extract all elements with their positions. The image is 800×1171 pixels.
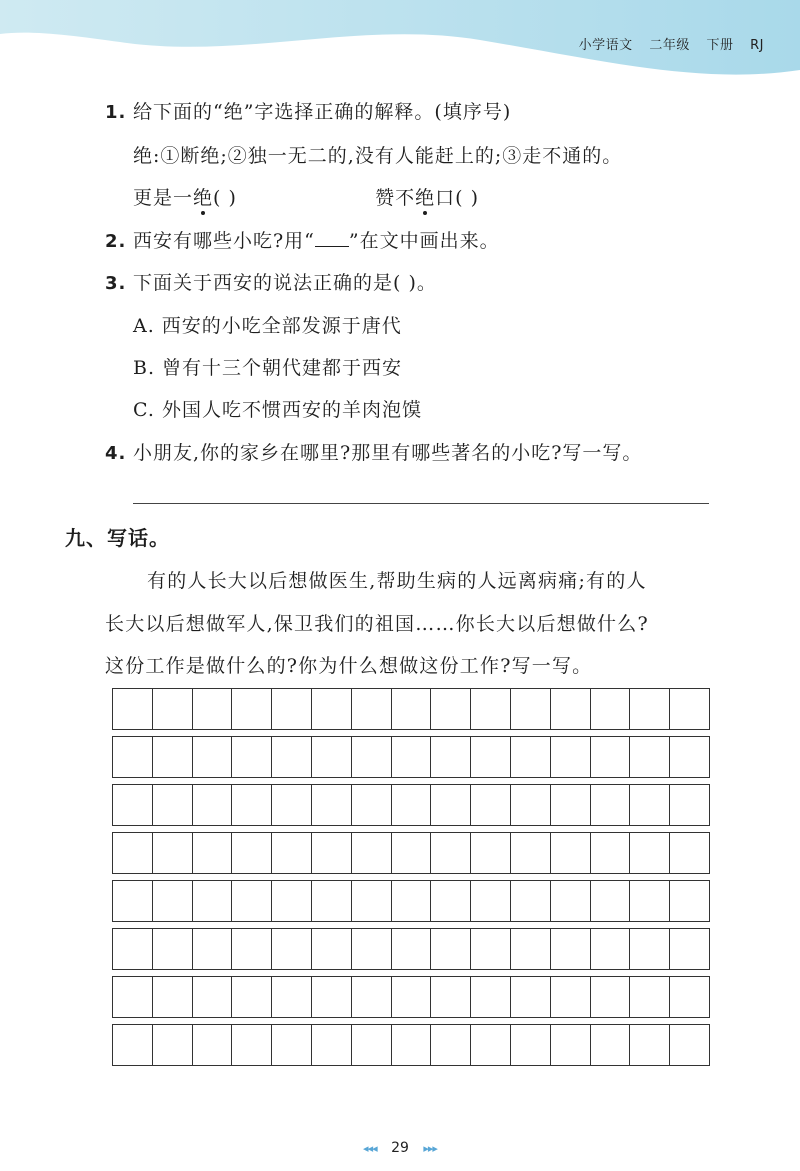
grid-cell[interactable] — [392, 1025, 432, 1065]
question-3 — [105, 268, 437, 295]
grid-cell[interactable] — [471, 929, 511, 969]
grid-cell[interactable] — [630, 1025, 670, 1065]
grid-cell[interactable] — [392, 881, 432, 921]
grid-cell[interactable] — [193, 737, 233, 777]
grid-cell[interactable] — [352, 689, 392, 729]
grid-cell[interactable] — [551, 1025, 591, 1065]
grid-row — [112, 736, 710, 778]
grid-cell[interactable] — [591, 1025, 631, 1065]
grid-cell[interactable] — [272, 1025, 312, 1065]
grid-cell[interactable] — [431, 785, 471, 825]
grid-cell[interactable] — [153, 689, 193, 729]
grid-cell[interactable] — [471, 881, 511, 921]
grid-cell[interactable] — [670, 929, 709, 969]
grid-cell[interactable] — [511, 737, 551, 777]
grid-cell[interactable] — [670, 737, 709, 777]
grid-cell[interactable] — [392, 737, 432, 777]
grid-cell[interactable] — [272, 737, 312, 777]
grid-cell[interactable] — [591, 785, 631, 825]
next-arrows-icon: ▸▸▸ — [423, 1142, 437, 1155]
page-footer — [0, 1140, 800, 1156]
grid-cell[interactable] — [431, 737, 471, 777]
grid-cell[interactable] — [591, 689, 631, 729]
question-text-a: 西安有哪些小吃?用“ — [133, 230, 315, 252]
grid-cell[interactable] — [630, 737, 670, 777]
grid-cell[interactable] — [431, 881, 471, 921]
grid-cell[interactable] — [551, 977, 591, 1017]
grid-cell[interactable] — [272, 833, 312, 873]
grid-cell[interactable] — [232, 689, 272, 729]
prompt-line-1: 有的人长大以后想做医生,帮助生病的人远离病痛;有的人 — [147, 570, 647, 592]
grid-cell[interactable] — [630, 977, 670, 1017]
grid-cell[interactable] — [471, 977, 511, 1017]
grid-cell[interactable] — [431, 929, 471, 969]
grid-cell[interactable] — [511, 1025, 551, 1065]
grid-cell[interactable] — [113, 689, 153, 729]
grid-cell[interactable] — [352, 833, 392, 873]
grid-row — [112, 784, 710, 826]
grid-cell[interactable] — [193, 1025, 233, 1065]
grid-cell[interactable] — [471, 833, 511, 873]
prompt-line-2: 长大以后想做军人,保卫我们的祖国……你长大以后想做什么? — [105, 613, 649, 635]
grid-cell[interactable] — [232, 1025, 272, 1065]
grid-cell[interactable] — [392, 689, 432, 729]
grid-cell[interactable] — [511, 977, 551, 1017]
prompt-line-3: 这份工作是做什么的?你为什么想做这份工作?写一写。 — [105, 655, 593, 677]
grid-cell[interactable] — [113, 929, 153, 969]
question-text: 给下面的“绝”字选择正确的解释。(填序号) — [133, 101, 512, 123]
grid-cell[interactable] — [352, 977, 392, 1017]
grid-cell[interactable] — [630, 833, 670, 873]
item1-answer-paren[interactable]: ( ) — [213, 187, 237, 209]
grid-cell[interactable] — [113, 881, 153, 921]
grid-cell[interactable] — [312, 881, 352, 921]
grid-cell[interactable] — [352, 785, 392, 825]
grid-cell[interactable] — [551, 737, 591, 777]
grid-cell[interactable] — [153, 929, 193, 969]
grid-cell[interactable] — [511, 785, 551, 825]
grid-cell[interactable] — [551, 929, 591, 969]
grid-cell[interactable] — [352, 1025, 392, 1065]
item2-dotted-char: 绝 — [415, 187, 436, 209]
grid-cell[interactable] — [113, 833, 153, 873]
grid-cell[interactable] — [591, 833, 631, 873]
grid-row — [112, 688, 710, 730]
question-text-b: ”在文中画出来。 — [348, 230, 500, 252]
grid-cell[interactable] — [312, 833, 352, 873]
grid-cell[interactable] — [312, 785, 352, 825]
grid-row — [112, 928, 710, 970]
grid-cell[interactable] — [591, 737, 631, 777]
grid-cell[interactable] — [431, 689, 471, 729]
option-c[interactable]: C. 外国人吃不惯西安的羊肉泡馍 — [133, 399, 422, 421]
grid-cell[interactable] — [193, 785, 233, 825]
grid-cell[interactable] — [392, 785, 432, 825]
edition-label: RJ — [750, 38, 764, 53]
grid-cell[interactable] — [392, 929, 432, 969]
grid-cell[interactable] — [551, 881, 591, 921]
item2-prefix: 赞不 — [375, 187, 416, 209]
grid-cell[interactable] — [551, 785, 591, 825]
prev-arrows-icon: ◂◂◂ — [363, 1142, 377, 1155]
grid-cell[interactable] — [272, 881, 312, 921]
grid-cell[interactable] — [232, 833, 272, 873]
question-1-meanings: 绝:①断绝;②独一无二的,没有人能赶上的;③走不通的。 — [133, 145, 623, 167]
answer-line[interactable] — [133, 503, 709, 504]
question-4 — [105, 438, 642, 465]
grid-cell[interactable] — [193, 929, 233, 969]
grid-cell[interactable] — [312, 929, 352, 969]
grid-cell[interactable] — [193, 977, 233, 1017]
grid-cell[interactable] — [312, 977, 352, 1017]
item2-answer-paren[interactable]: ( ) — [455, 187, 480, 209]
grid-cell[interactable] — [272, 977, 312, 1017]
grid-cell[interactable] — [431, 977, 471, 1017]
grid-cell[interactable] — [153, 977, 193, 1017]
grid-cell[interactable] — [312, 737, 352, 777]
grid-cell[interactable] — [591, 977, 631, 1017]
grid-cell[interactable] — [630, 881, 670, 921]
item1-dotted-char: 绝 — [193, 187, 214, 209]
grid-cell[interactable] — [193, 881, 233, 921]
grid-cell[interactable] — [630, 929, 670, 969]
grid-cell[interactable] — [431, 833, 471, 873]
grid-cell[interactable] — [113, 737, 153, 777]
grid-cell[interactable] — [471, 689, 511, 729]
grid-cell[interactable] — [232, 785, 272, 825]
grid-cell[interactable] — [471, 785, 511, 825]
question-text: 小朋友,你的家乡在哪里?那里有哪些著名的小吃?写一写。 — [133, 442, 643, 464]
grid-cell[interactable] — [232, 977, 272, 1017]
grid-cell[interactable] — [113, 977, 153, 1017]
grid-cell[interactable] — [352, 737, 392, 777]
question-number: 4. — [105, 443, 127, 464]
grid-cell[interactable] — [153, 1025, 193, 1065]
grid-cell[interactable] — [153, 833, 193, 873]
grid-cell[interactable] — [630, 689, 670, 729]
grid-cell[interactable] — [193, 689, 233, 729]
grid-cell[interactable] — [471, 1025, 511, 1065]
grid-cell[interactable] — [551, 689, 591, 729]
grid-cell[interactable] — [670, 689, 709, 729]
grid-cell[interactable] — [511, 929, 551, 969]
grid-cell[interactable] — [153, 881, 193, 921]
grid-cell[interactable] — [312, 689, 352, 729]
grid-cell[interactable] — [232, 881, 272, 921]
grid-cell[interactable] — [193, 833, 233, 873]
grid-cell[interactable] — [232, 929, 272, 969]
page-number: 29 — [391, 1140, 409, 1156]
grid-cell[interactable] — [670, 1025, 709, 1065]
grid-row — [112, 880, 710, 922]
grid-row — [112, 1024, 710, 1066]
question-1-items — [133, 183, 525, 210]
grid-cell[interactable] — [670, 785, 709, 825]
question-number: 1. — [105, 102, 127, 123]
grid-cell[interactable] — [591, 929, 631, 969]
question-number: 3. — [105, 273, 127, 294]
option-a[interactable]: A. 西安的小吃全部发源于唐代 — [133, 315, 402, 337]
grid-cell[interactable] — [272, 689, 312, 729]
header-labels — [567, 34, 764, 53]
grid-cell[interactable] — [113, 1025, 153, 1065]
grid-cell[interactable] — [232, 737, 272, 777]
section-title: 九、写话。 — [65, 526, 170, 550]
grid-cell[interactable] — [670, 833, 709, 873]
underline-mark — [315, 232, 349, 247]
grid-cell[interactable] — [551, 833, 591, 873]
grid-cell[interactable] — [670, 977, 709, 1017]
grid-cell[interactable] — [272, 929, 312, 969]
question-1 — [105, 97, 511, 124]
grade-label: 二年级 — [649, 38, 690, 53]
question-text: 下面关于西安的说法正确的是( )。 — [133, 272, 437, 294]
writing-grid[interactable] — [112, 688, 710, 1072]
grid-cell[interactable] — [312, 1025, 352, 1065]
grid-cell[interactable] — [431, 1025, 471, 1065]
grid-cell[interactable] — [511, 689, 551, 729]
grid-row — [112, 976, 710, 1018]
grid-cell[interactable] — [272, 785, 312, 825]
item1-prefix: 更是一 — [133, 187, 194, 209]
option-b[interactable]: B. 曾有十三个朝代建都于西安 — [133, 357, 403, 379]
grid-cell[interactable] — [471, 737, 511, 777]
grid-cell[interactable] — [511, 881, 551, 921]
item2-suffix: 口 — [435, 187, 456, 209]
question-number: 2. — [105, 231, 127, 252]
grid-cell[interactable] — [352, 881, 392, 921]
grid-cell[interactable] — [630, 785, 670, 825]
grid-cell[interactable] — [591, 881, 631, 921]
subject-label: 小学语文 — [578, 38, 633, 53]
question-2 — [105, 226, 500, 253]
grid-cell[interactable] — [153, 785, 193, 825]
grid-cell[interactable] — [511, 833, 551, 873]
grid-cell[interactable] — [113, 785, 153, 825]
grid-cell[interactable] — [352, 929, 392, 969]
grid-cell[interactable] — [670, 881, 709, 921]
volume-label: 下册 — [706, 38, 734, 53]
grid-row — [112, 832, 710, 874]
grid-cell[interactable] — [392, 833, 432, 873]
grid-cell[interactable] — [153, 737, 193, 777]
grid-cell[interactable] — [392, 977, 432, 1017]
